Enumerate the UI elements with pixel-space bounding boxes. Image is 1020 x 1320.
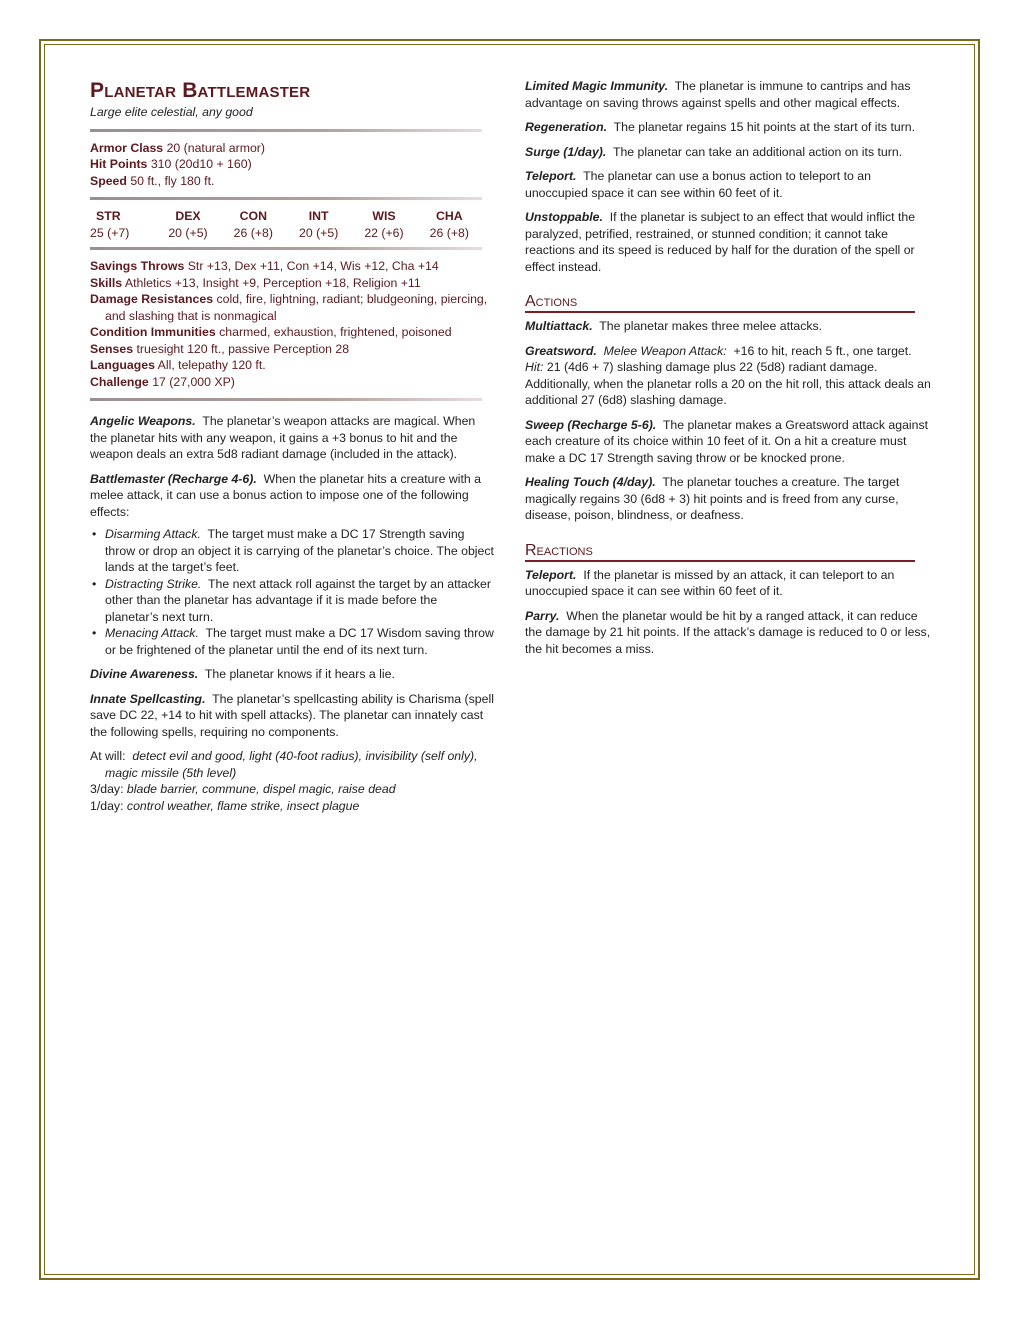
reaction-parry: Parry. When the planetar would be hit by a ranged attack, it can reduce the damage by 21 hit points. If the attack’s damage is reduced to 0 or less, the hit becomes a miss. [525,608,931,656]
ability-wis: WIS 22 (+6) [364,209,404,240]
trait-teleport: Teleport. The planetar can use a bonus action to teleport to an unoccupied space it can see within 60 feet of it. [525,169,871,200]
list-item: • Menacing Attack. The target must make a DC 17 Wisdom saving throw or be frightened of the planetar until the end of its next turn. [90,625,494,658]
condition-immunities: Condition Immunities charmed, exhaustion, frightened, poisoned [90,325,452,339]
monster-type: Large elite celestial, any good [90,105,253,119]
damage-resistances: Damage Resistances cold, fire, lightning, radiant; bludgeoning, piercing, and slashing that is nonmagical [90,292,488,323]
action-greatsword: Greatsword. Melee Weapon Attack: +16 to hit, reach 5 ft., one target. Hit: 21 (4d6 + 7) slashing damage plus 22 (5d8) radiant damage. Additionally, when the planetar rolls a 20 on the hit roll, this attack deals an additional 27 (6d8) slashing damage. [525,343,931,407]
languages: Languages All, telepathy 120 ft. [90,358,266,372]
ability-dex: DEX 20 (+5) [168,209,208,240]
ability-cha: CHA 26 (+8) [429,209,469,240]
saving-throws: Savings Throws Str +13, Dex +11, Con +14, Wis +12, Cha +14 [90,259,439,273]
list-item: • Distracting Strike. The next attack roll against the target by an attacker other than the planetar has advantage if it is made before the planetar’s next turn. [90,576,494,626]
action-multiattack: Multiattack. The planetar makes three melee attacks. [525,319,823,333]
action-healing-touch: Healing Touch (4/day). The planetar touches a creature. The target magically regains 30 (6d8 + 3) hit points and is freed from any curse, disease, poison, blindness, or deafness. [525,475,900,522]
reactions-heading: Reactions [525,542,915,562]
divider [90,247,482,250]
challenge: Challenge 17 (27,000 XP) [90,374,235,389]
hit-points: Hit Points 310 (20d10 + 160) [90,157,252,171]
monster-name: Planetar Battlemaster [90,79,311,102]
divider [90,129,482,132]
ability-int: INT 20 (+5) [298,209,339,240]
ability-scores [90,208,482,241]
reaction-teleport: Teleport. If the planetar is missed by an attack, it can teleport to an unoccupied space it can see within 60 feet of it. [525,567,895,598]
trait-unstoppable: Unstoppable. If the planetar is subject to an effect that would inflict the paralyzed, petrified, restrained, or stunned condition; it cannot take reactions and its speed is reduced by half for the duration of the spell or effect instead. [525,210,916,274]
spell-line: 3/day: blade barrier, commune, dispel magic, raise dead [90,782,396,796]
left-column [90,78,494,814]
action-sweep: Sweep (Recharge 5-6). The planetar makes a Greatsword attack against each creature of its choice within 10 feet of it. On a hit a creature must make a DC 17 Strength saving throw or be knocked prone. [525,417,929,465]
trait-divine-awareness: Divine Awareness. The planetar knows if it hears a lie. [90,667,395,681]
senses: Senses truesight 120 ft., passive Perception 28 [90,341,350,356]
divider [90,398,482,401]
trait-battlemaster: Battlemaster (Recharge 4-6). When the planetar hits a creature with a melee attack, it can use a bonus action to impose one of the following effects: [90,471,481,519]
skills: Skills Athletics +13, Insight +9, Perception +18, Religion +11 [90,275,421,290]
speed: Speed 50 ft., fly 180 ft. [90,173,215,188]
trait-limited-magic-immunity: Limited Magic Immunity. The planetar is immune to cantrips and has advantage on saving throws against spells and other magical effects. [525,79,911,110]
list-item: • Disarming Attack. The target must make a DC 17 Strength saving throw or drop an object it is carrying of the planetar’s choice. The object lands at the target’s feet. [90,526,494,576]
actions-heading: Actions [525,293,915,313]
battlemaster-options [90,526,494,658]
trait-innate-spellcasting: Innate Spellcasting. The planetar’s spellcasting ability is Charisma (spell save DC 22, +14 to hit with spell attacks). The planetar can innately cast the following spells, requiring no components. [90,691,494,739]
trait-regeneration: Regeneration. The planetar regains 15 hit points at the start of its turn. [525,120,916,134]
ability-con: CON 26 (+8) [233,209,273,240]
divider [90,197,482,200]
right-column [525,78,935,665]
spell-line: At will: detect evil and good, light (40-foot radius), invisibility (self only), magic missile (5th level) [90,749,478,780]
armor-class: Armor Class 20 (natural armor) [90,140,265,155]
ability-str: STR 25 (+7) [90,209,130,240]
trait-angelic-weapons: Angelic Weapons. The planetar’s weapon attacks are magical. When the planetar hits with any weapon, it gains a +3 bonus to hit and the weapon deals an extra 5d8 radiant damage (included in the attack). [90,414,476,461]
spell-line: 1/day: control weather, flame strike, insect plague [90,798,360,813]
trait-surge: Surge (1/day). The planetar can take an additional action on its turn. [525,144,903,159]
